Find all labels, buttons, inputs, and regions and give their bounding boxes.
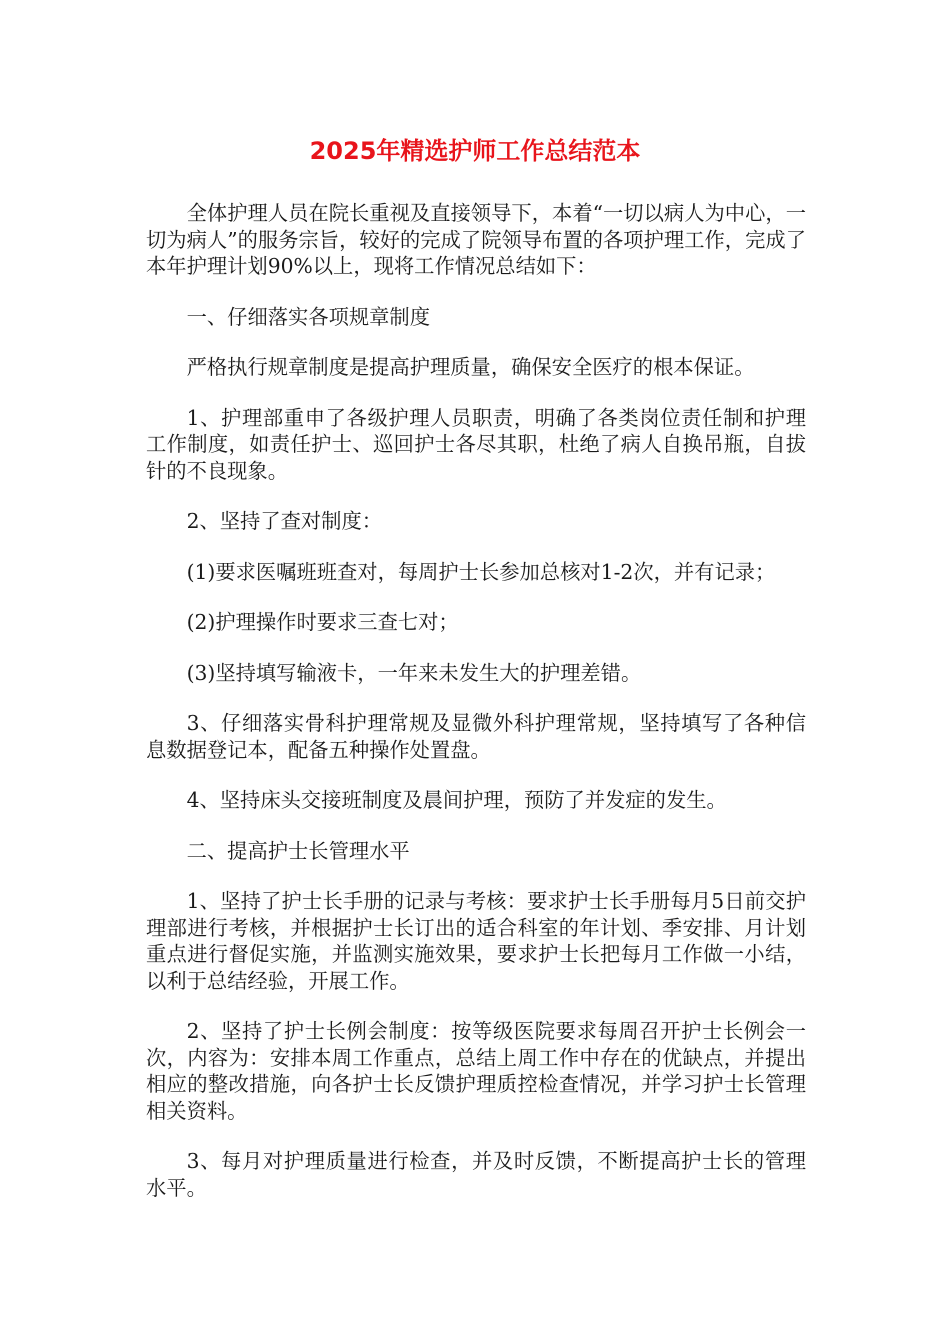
paragraph: 2、坚持了护士长例会制度：按等级医院要求每周召开护士长例会一次，内容为：安排本周工作重点，总结上周工作中存在的优缺点，并提出相应的整改措施，向各护士长反馈护理质控检查情况，并学习护士长管理相关资料。 <box>146 1019 806 1123</box>
paragraph: 1、护理部重申了各级护理人员职责，明确了各类岗位责任制和护理工作制度，如责任护士、巡回护士各尽其职，杜绝了病人自换吊瓶，自拔针的不良现象。 <box>146 405 806 483</box>
document-body <box>146 200 806 1225</box>
section-heading-2: 二、提高护士长管理水平 <box>186 838 410 863</box>
paragraph-intro: 全体护理人员在院长重视及直接领导下，本着“一切以病人为中心，一切为病人”的服务宗旨，较好的完成了院领导布置的各项护理工作，完成了本年护理计划90%以上，现将工作情况总结如下： <box>146 201 806 278</box>
paragraph: (1)要求医嘱班班查对，每周护士长参加总核对1-2次，并有记录； <box>186 559 776 584</box>
paragraph: 2、坚持了查对制度： <box>186 509 383 533</box>
paragraph: 1、坚持了护士长手册的记录与考核：要求护士长手册每月5日前交护理部进行考核，并根据护士长订出的适合科室的年计划、季安排、月计划重点进行督促实施，并监测实施效果，要求护士长把每月工作做一小结，以利于总结经验，开展工作。 <box>146 889 806 993</box>
paragraph: (2)护理操作时要求三查七对； <box>186 610 459 634</box>
paragraph: (3)坚持填写输液卡，一年来未发生大的护理差错。 <box>186 660 642 685</box>
section-heading-1: 一、仔细落实各项规章制度 <box>186 304 430 329</box>
paragraph: 3、仔细落实骨科护理常规及显微外科护理常规，坚持填写了各种信息数据登记本，配备五种操作处置盘。 <box>146 711 806 762</box>
paragraph: 严格执行规章制度是提高护理质量，确保安全医疗的根本保证。 <box>186 355 755 379</box>
paragraph: 4、坚持床头交接班制度及晨间护理，预防了并发症的发生。 <box>186 788 727 812</box>
document-title: 2025年精选护师工作总结范本 <box>309 137 641 165</box>
paragraph: 3、每月对护理质量进行检查，并及时反馈，不断提高护士长的管理水平。 <box>146 1149 806 1200</box>
